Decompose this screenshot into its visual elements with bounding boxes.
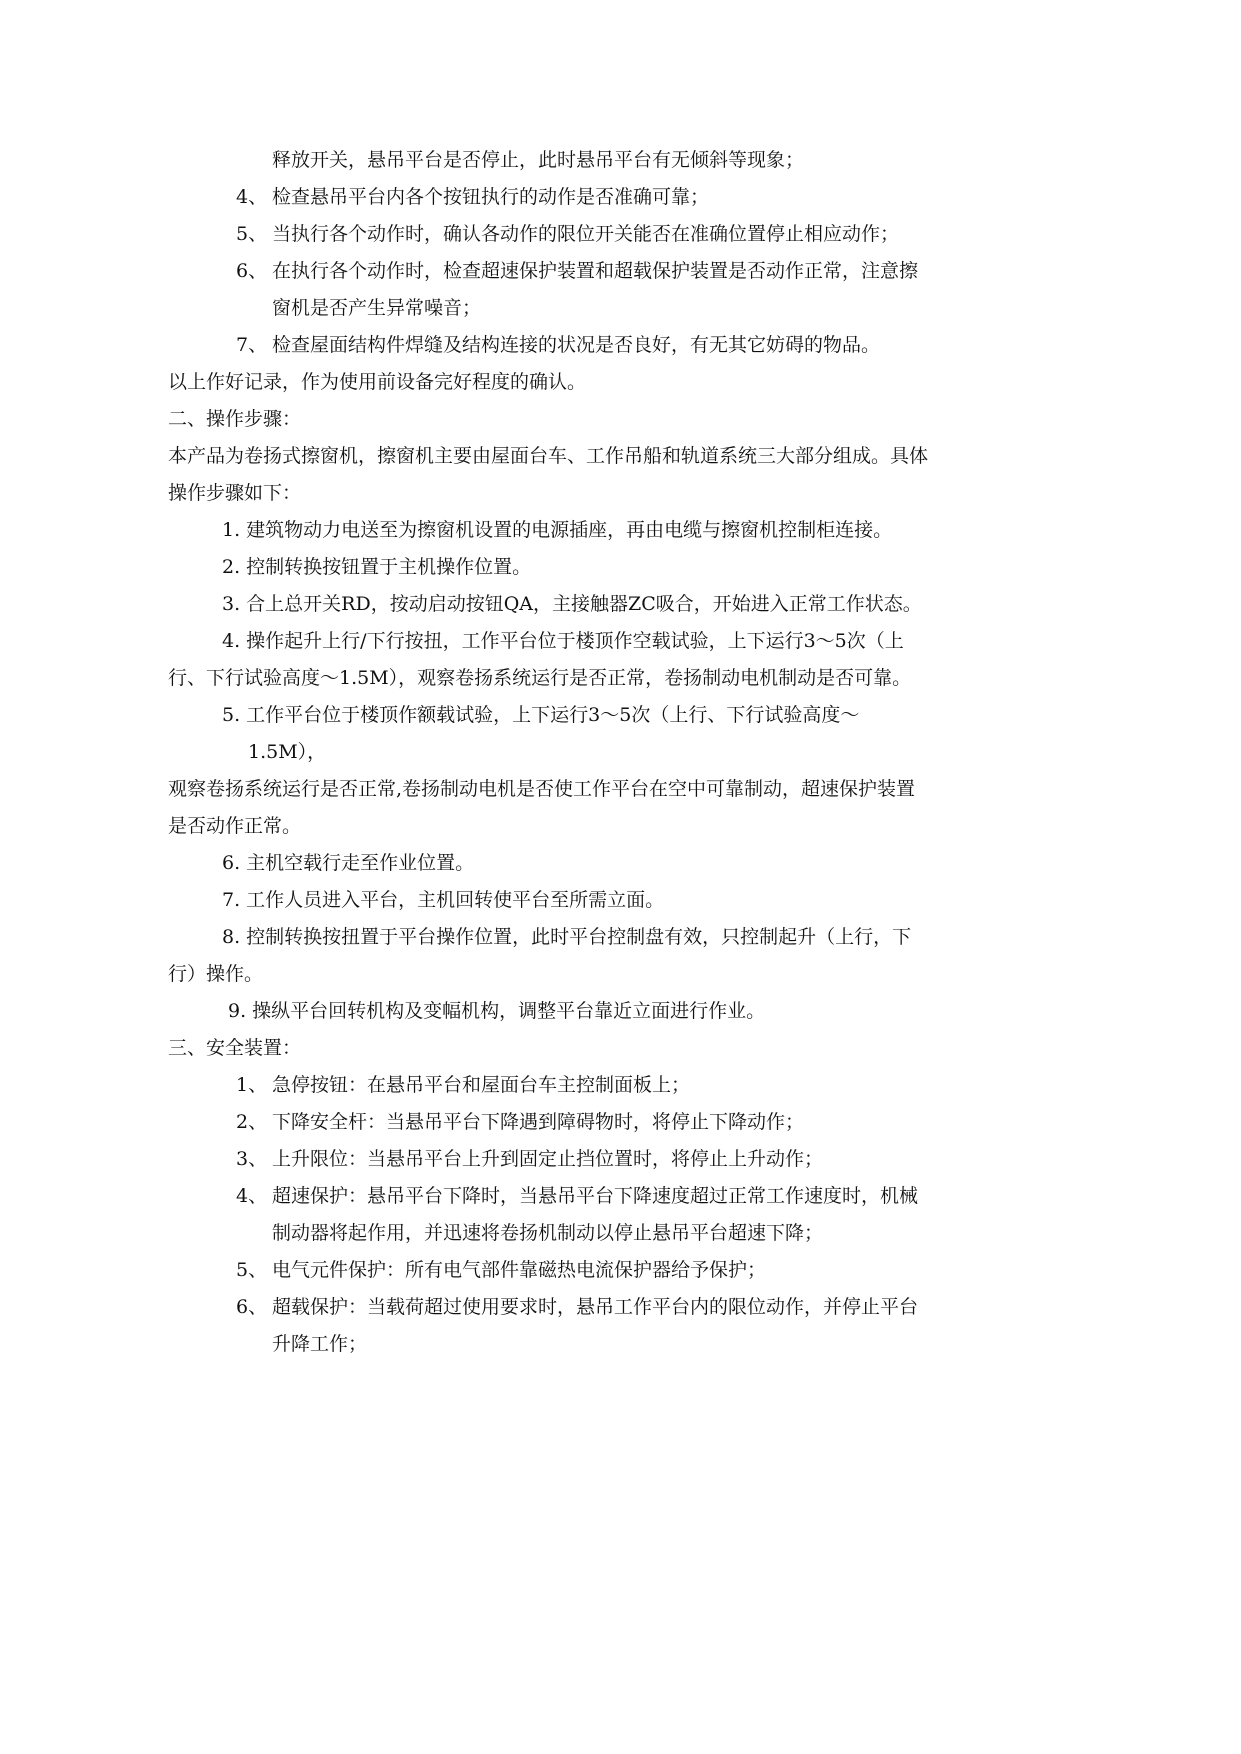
- paragraph: 是否动作正常。: [168, 815, 302, 837]
- list-number: 1、: [236, 1074, 268, 1096]
- paragraph: 本产品为卷扬式擦窗机，擦窗机主要由屋面台车、工作吊船和轨道系统三大部分组成。具体: [168, 445, 929, 467]
- list-number: 4、: [236, 1185, 268, 1207]
- list-item: [236, 1109, 804, 1135]
- step-item-continuation: 行）操作。: [168, 963, 264, 985]
- list-item: [236, 1146, 823, 1172]
- step-item: 5. 工作平台位于楼顶作额载试验，上下运行3～5次（上行、下行试验高度～: [222, 704, 860, 726]
- section-heading: 二、操作步骤：: [168, 408, 302, 430]
- list-text: 超载保护：当载荷超过使用要求时，悬吊工作平台内的限位动作，并停止平台: [272, 1296, 919, 1318]
- paragraph: 操作步骤如下：: [168, 482, 302, 504]
- list-text: 电气元件保护：所有电气部件靠磁热电流保护器给予保护；: [272, 1259, 767, 1281]
- list-number: 2、: [236, 1111, 268, 1133]
- list-text: 下降安全杆：当悬吊平台下降遇到障碍物时，将停止下降动作；: [272, 1111, 805, 1133]
- section-heading: 三、安全装置：: [168, 1037, 302, 1059]
- step-item: 1. 建筑物动力电送至为擦窗机设置的电源插座，再由电缆与擦窗机控制柜连接。: [222, 519, 893, 541]
- list-text: 当执行各个动作时，确认各动作的限位开关能否在准确位置停止相应动作；: [272, 223, 900, 245]
- list-item-continuation: 制动器将起作用，并迅速将卷扬机制动以停止悬吊平台超速下降；: [272, 1222, 824, 1244]
- list-item: [236, 1294, 918, 1320]
- list-text: 超速保护：悬吊平台下降时，当悬吊平台下降速度超过正常工作速度时，机械: [272, 1185, 919, 1207]
- list-text: 急停按钮：在悬吊平台和屋面台车主控制面板上；: [272, 1074, 691, 1096]
- step-item-continuation: 1.5M），: [248, 741, 327, 763]
- list-number: 5、: [236, 223, 268, 245]
- list-number: 5、: [236, 1259, 268, 1281]
- list-item: [236, 221, 899, 247]
- list-item-continuation: 升降工作；: [272, 1333, 368, 1355]
- list-item: [236, 1072, 690, 1098]
- list-number: 6、: [236, 1296, 268, 1318]
- list-number: 3、: [236, 1148, 268, 1170]
- step-item: 3. 合上总开关RD，按动启动按钮QA，主接触器ZC吸合，开始进入正常工作状态。: [222, 593, 922, 615]
- list-item: [236, 184, 709, 210]
- list-text: 在执行各个动作时，检查超速保护装置和超载保护装置是否动作正常，注意擦: [272, 260, 919, 282]
- list-number: 6、: [236, 260, 268, 282]
- step-item: 9. 操纵平台回转机构及变幅机构，调整平台靠近立面进行作业。: [228, 1000, 766, 1022]
- step-item: 4. 操作起升上行/下行按扭，工作平台位于楼顶作空载试验，上下运行3～5次（上: [222, 630, 904, 652]
- list-number: 7、: [236, 334, 268, 356]
- paragraph: 以上作好记录，作为使用前设备完好程度的确认。: [168, 371, 587, 393]
- paragraph: 观察卷扬系统运行是否正常,卷扬制动电机是否使工作平台在空中可靠制动，超速保护装置: [168, 778, 916, 800]
- step-item: 2. 控制转换按钮置于主机操作位置。: [222, 556, 532, 578]
- step-item: 7. 工作人员进入平台，主机回转使平台至所需立面。: [222, 889, 665, 911]
- list-item-continuation: 窗机是否产生异常噪音；: [272, 297, 482, 319]
- list-item: [236, 1183, 918, 1209]
- list-text: 上升限位：当悬吊平台上升到固定止挡位置时，将停止上升动作；: [272, 1148, 824, 1170]
- list-item: [236, 258, 918, 284]
- list-item-continuation: 释放开关，悬吊平台是否停止，此时悬吊平台有无倾斜等现象；: [272, 149, 805, 171]
- step-item: 8. 控制转换按扭置于平台操作位置，此时平台控制盘有效，只控制起升（上行，下: [222, 926, 912, 948]
- step-item: 6. 主机空载行走至作业位置。: [222, 852, 475, 874]
- step-item-continuation: 行、下行试验高度～1.5M），观察卷扬系统运行是否正常，卷扬制动电机制动是否可靠。: [168, 667, 912, 689]
- list-number: 4、: [236, 186, 268, 208]
- list-item: [236, 1257, 766, 1283]
- list-text: 检查悬吊平台内各个按钮执行的动作是否准确可靠；: [272, 186, 710, 208]
- list-text: 检查屋面结构件焊缝及结构连接的状况是否良好，有无其它妨碍的物品。: [272, 334, 881, 356]
- list-item: [236, 332, 880, 358]
